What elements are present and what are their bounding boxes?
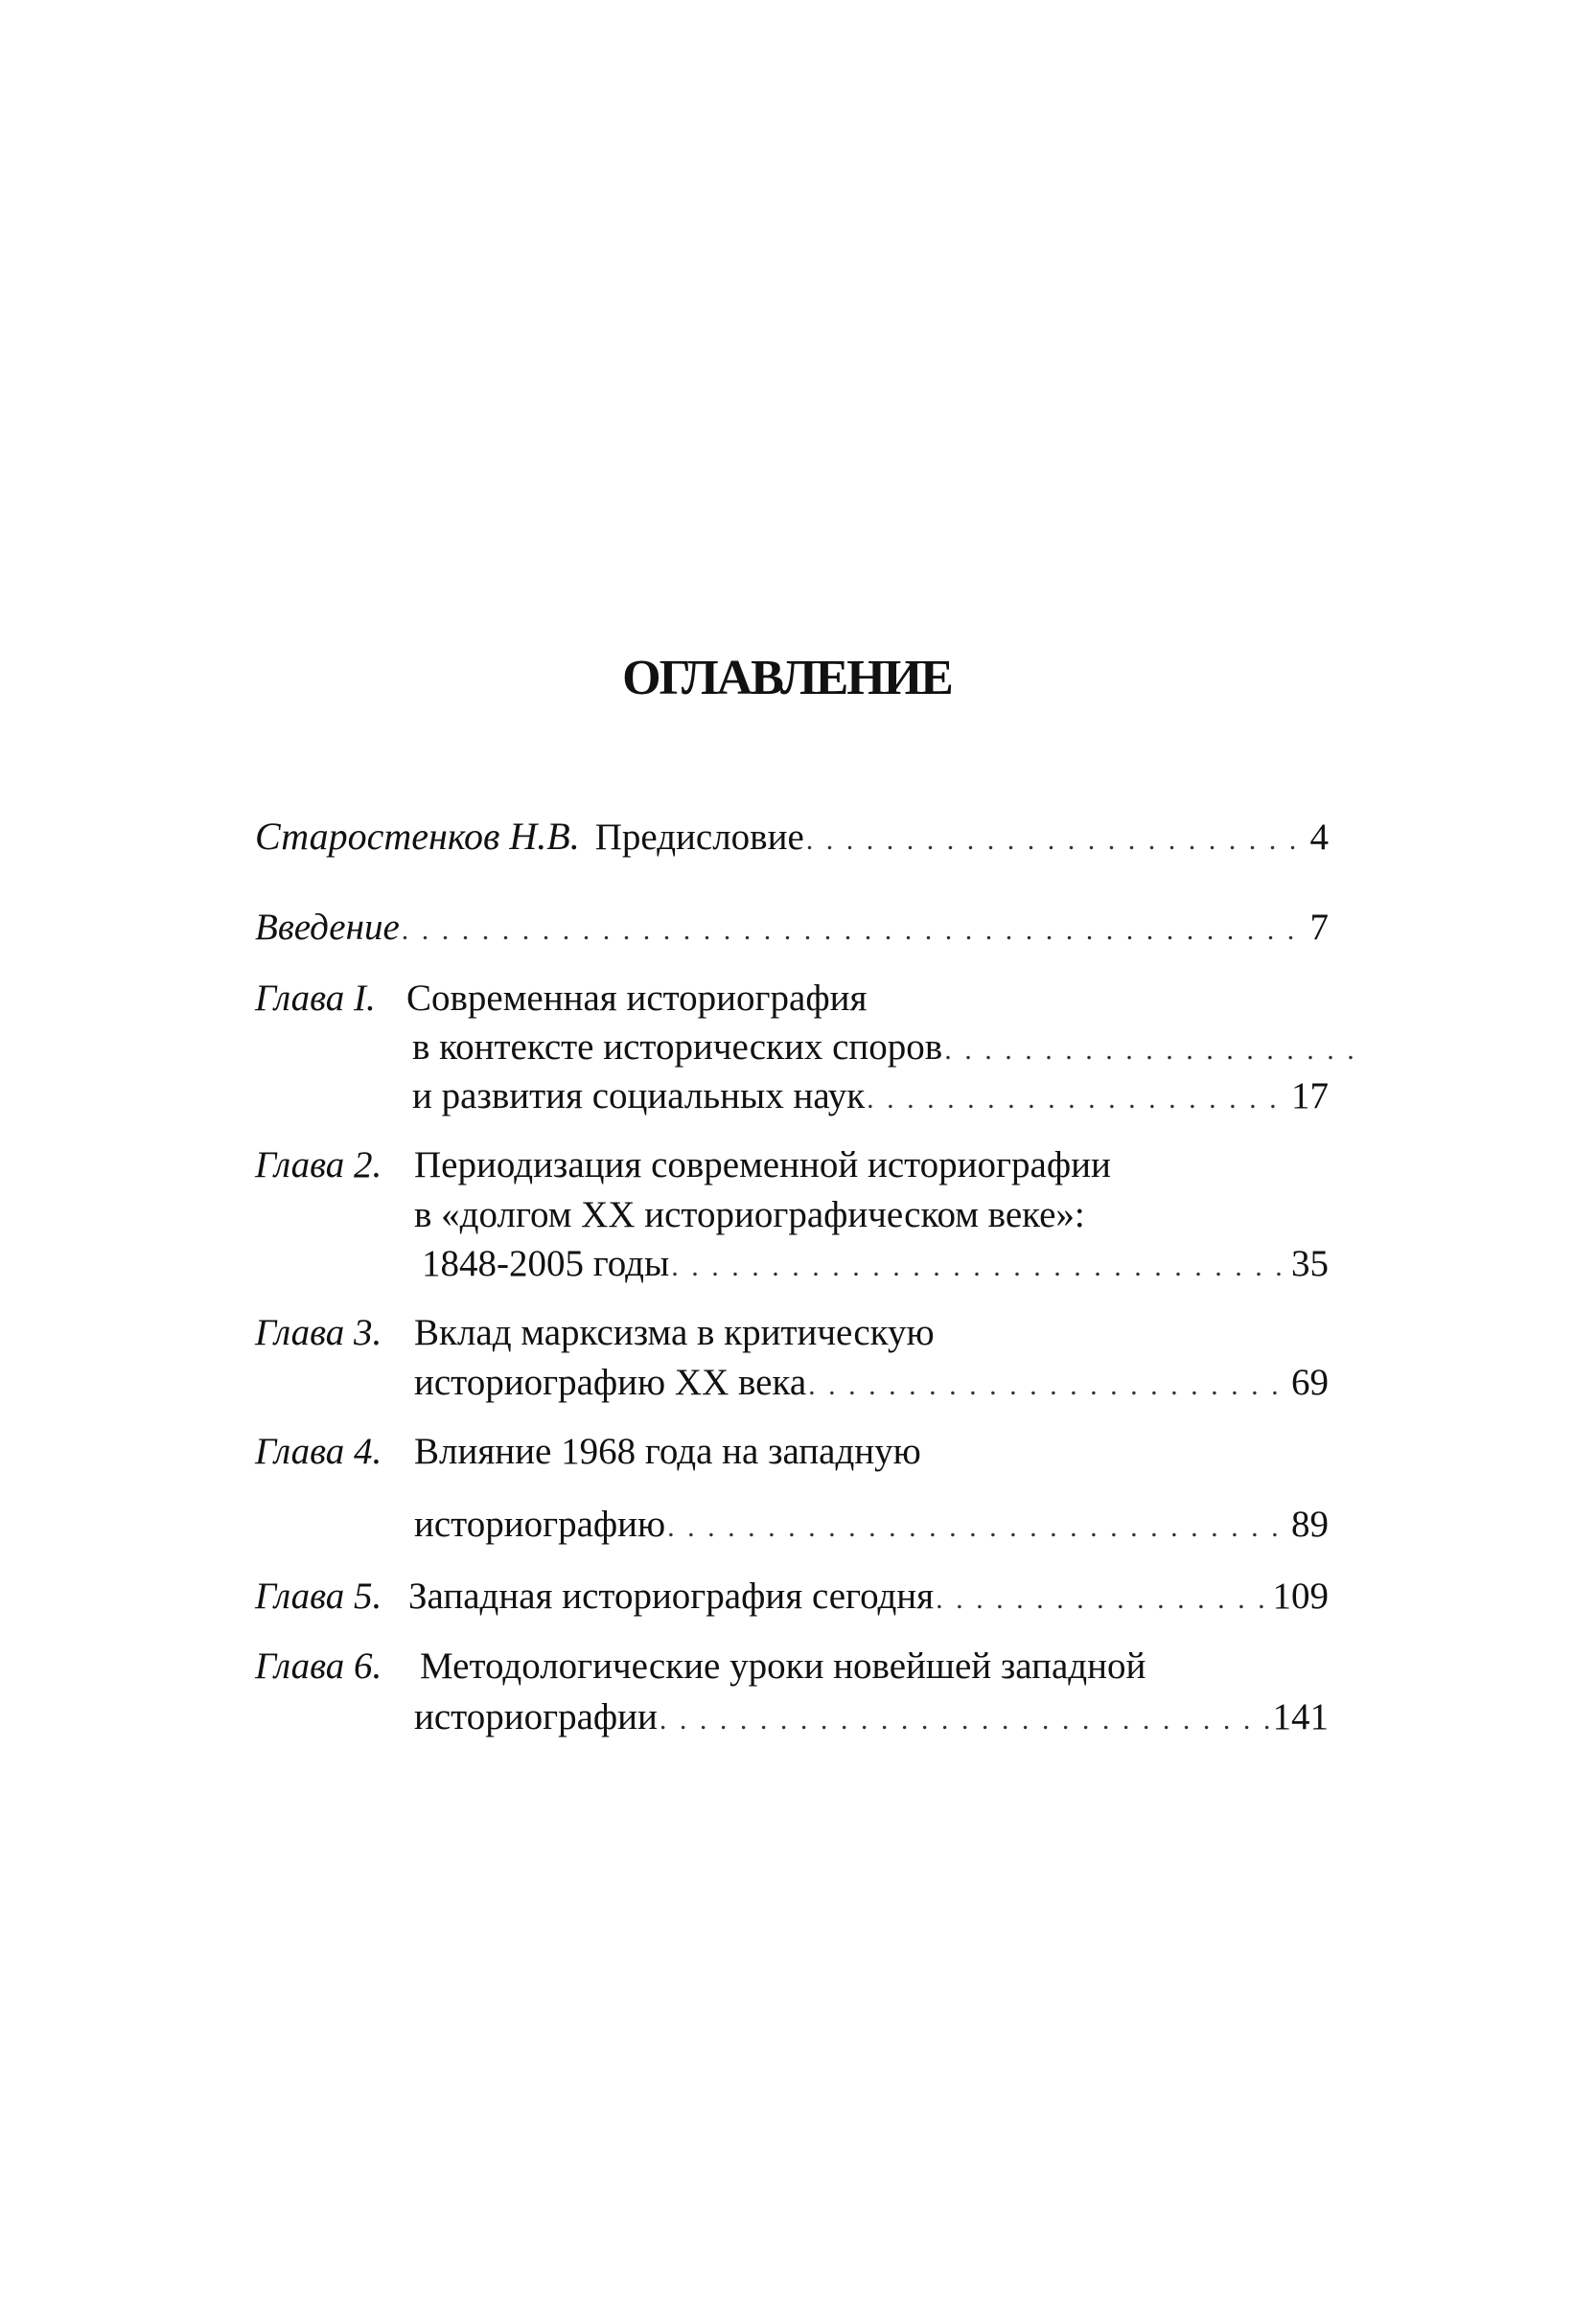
toc-entry-chapter-3[interactable] (255, 1309, 1329, 1357)
toc-page-number: 69 (1291, 1362, 1329, 1403)
toc-page-number: 7 (1309, 907, 1329, 948)
toc-entry-title: Современная историография (406, 978, 868, 1019)
toc-entry-chapter-4-line-2 (255, 1501, 1329, 1549)
toc-entry-chapter-2-line-3 (255, 1240, 1329, 1288)
dot-leader (808, 1362, 1287, 1410)
toc-chapter-label: Глава 3. (255, 1312, 382, 1353)
toc-entry-title: Влияние 1968 года на западную (414, 1431, 921, 1472)
dot-leader (936, 1576, 1268, 1623)
toc-entry-title: Западная историография сегодня (408, 1576, 935, 1617)
toc-page-number: 141 (1272, 1696, 1329, 1737)
toc-entry-title: Введение (255, 907, 400, 948)
toc-entry-title-continued: 1848-2005 годы (422, 1243, 670, 1284)
toc-entry-title: Методологические уроки новейшей западной (420, 1645, 1146, 1687)
toc-entry-chapter-4[interactable] (255, 1428, 1329, 1476)
toc-chapter-label: Глава 4. (255, 1431, 382, 1472)
dot-leader (402, 907, 1307, 955)
toc-heading: ОГЛАВЛЕНИЕ (622, 651, 952, 705)
toc-entry-title-continued: историографию XX века (414, 1362, 807, 1403)
toc-entry-title-continued: историографию (414, 1504, 666, 1545)
toc-entry-chapter-1[interactable] (255, 975, 1329, 1023)
dot-leader (660, 1696, 1269, 1744)
toc-entry-title: Предисловие (594, 817, 804, 858)
toc-entry-title-continued: в контексте исторических споров (412, 1026, 943, 1068)
toc-page-number: 89 (1291, 1504, 1329, 1545)
toc-entry-title: Периодизация современной историографии (414, 1144, 1111, 1185)
toc-page-number: 4 (1309, 817, 1329, 858)
toc-entry-introduction[interactable] (255, 904, 1329, 952)
toc-entry-title-continued: в «долгом XX историографическом веке»: (414, 1194, 1085, 1235)
dot-leader (806, 817, 1307, 864)
dot-leader (667, 1504, 1287, 1552)
toc-chapter-label: Глава I. (255, 978, 376, 1019)
toc-chapter-label: Глава 6. (255, 1645, 382, 1687)
dot-leader (944, 1026, 1367, 1074)
toc-page-number: 17 (1291, 1075, 1329, 1116)
toc-entry-chapter-1-line-3 (255, 1072, 1329, 1120)
toc-chapter-label: Глава 5. (255, 1576, 382, 1617)
toc-entry-chapter-6-line-2 (255, 1693, 1329, 1741)
toc-entry-chapter-2[interactable] (255, 1141, 1329, 1189)
toc-entry-chapter-3-line-2 (255, 1359, 1329, 1407)
toc-entry-title: Вклад марксизма в критическую (414, 1312, 935, 1353)
toc-entry-title-continued: и развития социальных наук (412, 1075, 866, 1116)
toc-entry-preface[interactable] (255, 813, 1329, 861)
dot-leader (671, 1243, 1287, 1291)
toc-page-number: 109 (1272, 1576, 1329, 1617)
toc-entry-chapter-1-line-2 (255, 1024, 1371, 1071)
toc-page-number: 35 (1291, 1243, 1329, 1284)
toc-entry-title-continued: историографии (414, 1696, 658, 1737)
toc-entry-chapter-6[interactable] (255, 1643, 1329, 1691)
toc-entry-author: Старостенков Н.В. (255, 815, 580, 858)
toc-chapter-label: Глава 2. (255, 1144, 382, 1185)
toc-entry-chapter-5[interactable] (255, 1573, 1329, 1621)
toc-entry-chapter-2-line-2 (255, 1191, 1329, 1239)
dot-leader (867, 1075, 1287, 1123)
